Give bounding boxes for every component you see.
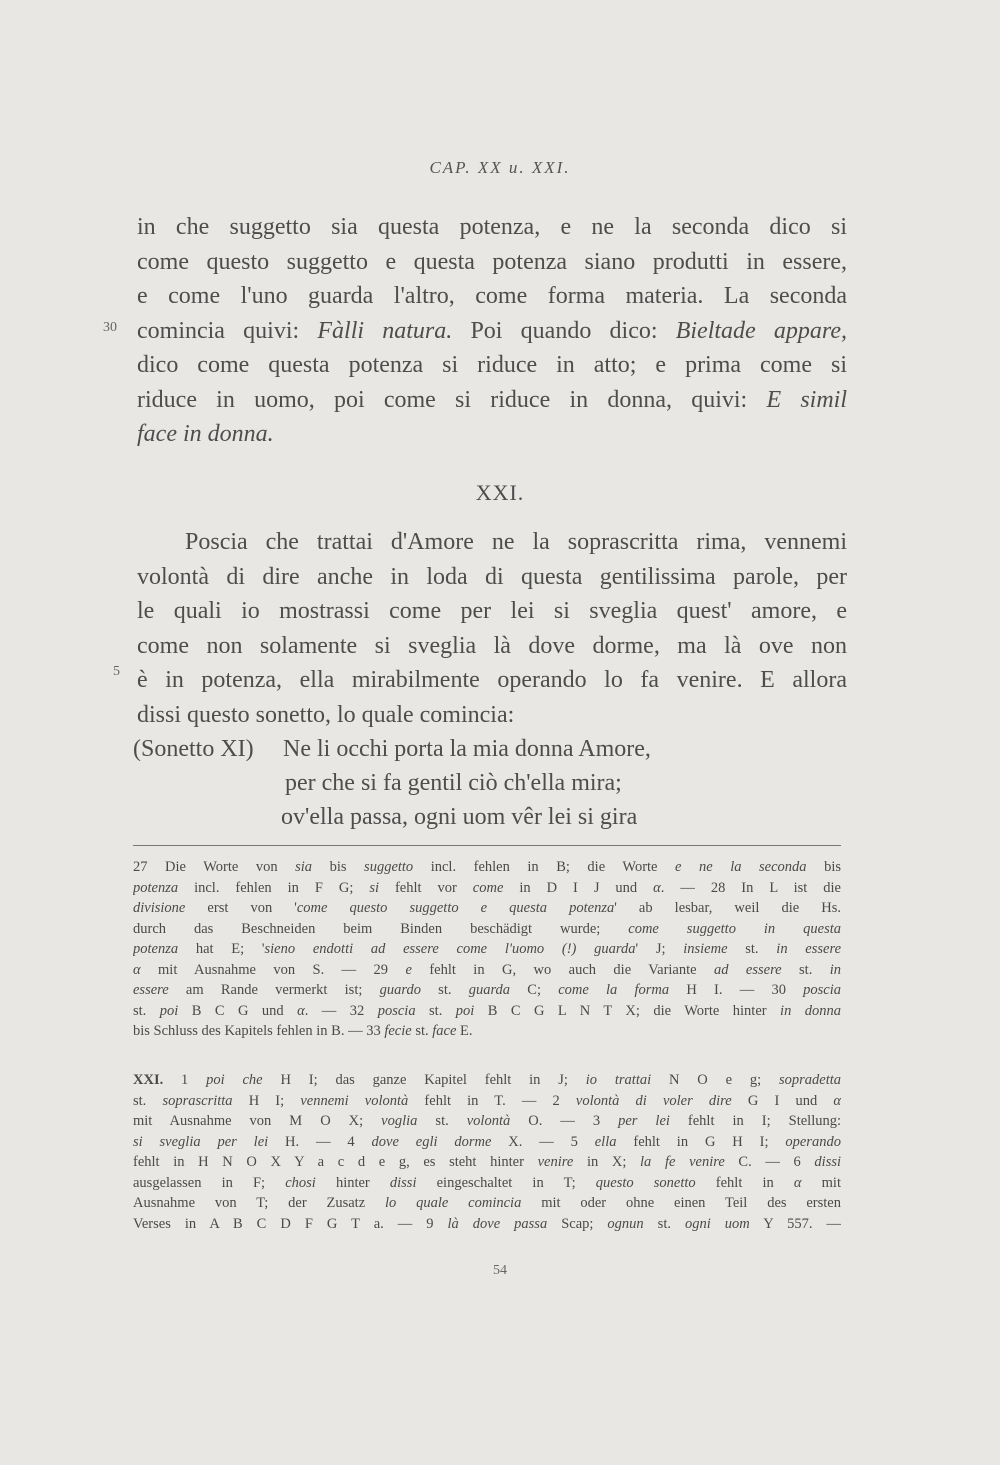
footnote-segment: chosi [285, 1174, 316, 1191]
footnote-segment: sieno endotti ad essere come l'uomo (!) guarda [264, 941, 636, 957]
footnote-segment: dove egli dorme [371, 1133, 492, 1150]
footnote-segment: H I; das ganze Kapitel fehlt in J; [262, 1072, 586, 1088]
sonnet-verse: Ne li occhi porta la mia donna Amore, [283, 736, 651, 762]
footnote-segment: come questo suggetto e questa potenza [296, 900, 615, 916]
footnote-line [133, 1070, 841, 1091]
footnote-segment: st. [727, 941, 777, 957]
footnote-segment: dissi [814, 1154, 841, 1170]
footnote-segment: H I. — 30 [669, 982, 804, 998]
page-number: 54 [493, 1263, 507, 1278]
footnote-line [133, 1214, 841, 1235]
footnote-segment: B C G L N T X; die Worte hinter [474, 1002, 781, 1019]
footnote-segment: poi [159, 1002, 179, 1019]
text-line: face in donna. [137, 421, 274, 447]
footnote-segment: . — 32 [304, 1002, 378, 1019]
footnote-line [133, 1021, 841, 1042]
footnote-segment: ognun [607, 1215, 644, 1232]
footnote-segment: Scap; [547, 1215, 608, 1232]
footnote-line [133, 919, 841, 940]
footnote-segment: si sveglia per lei [133, 1133, 269, 1150]
footnote-segment: N O e g; [651, 1072, 779, 1088]
footnote-line [133, 1132, 841, 1153]
footnote-segment: st. [415, 1002, 456, 1019]
footnote-segment: E. [456, 1023, 473, 1039]
footnote-segment: là dove passa [447, 1215, 548, 1232]
footnote-segment: α [793, 1174, 802, 1191]
footnote-line [133, 1193, 841, 1214]
footnote-segment: eingeschaltet in T; [416, 1174, 596, 1191]
footnote-segment: vennemi volontà [300, 1092, 409, 1109]
footnote-segment: soprascritta [162, 1092, 233, 1109]
footnote-segment: si [369, 879, 379, 896]
footnote-segment: st. [133, 1002, 160, 1019]
footnote-line [133, 1091, 841, 1112]
footnote-segment: insieme [683, 941, 728, 957]
footnote-segment: poscia [377, 1002, 416, 1019]
footnote-segment: st. [417, 1113, 467, 1129]
footnote-segment: come [472, 879, 504, 896]
footnote-segment: ad essere [714, 961, 782, 978]
footnotes-cap-xx [133, 857, 841, 1042]
text-line: riduce in uomo, poi come si riduce in donna, quivi: E simil [137, 386, 847, 413]
sonnet-label: (Sonetto XI) [133, 736, 254, 762]
footnote-segment: face [432, 1023, 457, 1039]
footnote-line [133, 939, 841, 960]
footnote-segment: XXI. [133, 1072, 164, 1088]
text-line: comincia quivi: Fàlli natura. Poi quando dico: Bieltade appare, [137, 317, 847, 344]
footnote-segment: hat E; ' [178, 941, 265, 957]
section-title: XXI. [475, 480, 525, 505]
footnote-segment: guardo [379, 982, 421, 998]
footnote-segment: ' J; [635, 941, 684, 957]
prose-block-cap-xx [137, 210, 847, 452]
footnote-segment: O. — 3 [510, 1113, 619, 1129]
footnote-segment: ogni uom [684, 1215, 750, 1232]
footnote-segment: divisione [133, 900, 186, 916]
footnote-segment: st. [643, 1215, 685, 1232]
footnote-segment: sopradetta [778, 1072, 841, 1088]
footnote-line [133, 1001, 841, 1022]
footnote-segment: per lei [618, 1113, 670, 1129]
footnote-line [133, 960, 841, 981]
footnote-segment: bis Schluss des Kapitels fehlen in B. — 33 [133, 1023, 385, 1039]
footnote-segment: voglia [381, 1113, 418, 1129]
footnote-segment: volontà di voler dire [575, 1092, 732, 1109]
footnote-segment: incl. fehlen in B; die Worte [413, 859, 676, 875]
footnote-segment: dissi [389, 1174, 417, 1191]
footnote-segment: questo sonetto [595, 1174, 696, 1191]
text-line: le quali io mostrassi come per lei si sveglia quest' amore, e [137, 598, 847, 624]
footnote-segment: in donna [780, 1002, 841, 1019]
footnote-segment: poscia [803, 982, 841, 998]
footnote-segment: ella [594, 1133, 617, 1150]
footnote-segment: 27 Die Worte von [133, 859, 296, 875]
footnote-segment: come suggetto in questa [628, 920, 841, 937]
footnote-segment: B C G und [178, 1002, 298, 1019]
footnote-segment: fehlt vor [379, 879, 473, 896]
footnote-segment: . — 28 In L ist die [660, 879, 841, 896]
footnote-segment: guarda [468, 982, 511, 998]
footnote-line [133, 857, 841, 878]
line-number: 5 [113, 664, 120, 679]
text-line: come questo suggetto e questa potenza siano produtti in essere, [137, 248, 847, 275]
footnote-segment: Y 557. — [749, 1215, 841, 1232]
footnote-segment: in D I J und [503, 879, 654, 896]
text-line: dissi questo sonetto, lo quale comincia: [137, 701, 515, 728]
footnote-segment: durch das Beschneiden beim Binden beschädigt wurde; [133, 920, 629, 937]
footnote-segment: α [133, 961, 141, 978]
footnote-segment: bis [806, 859, 841, 875]
text-line: volontà di dire anche in loda di questa gentilissima parole, per [137, 563, 847, 590]
footnote-segment: H. — 4 [268, 1133, 372, 1150]
footnote-segment: C. — 6 [724, 1154, 815, 1170]
footnote-segment: suggetto [364, 859, 414, 875]
footnote-segment: hinter [315, 1174, 390, 1191]
footnote-segment: fehlt in T. — 2 [408, 1092, 576, 1109]
text-line: è in potenza, ella mirabilmente operando lo fa venire. E allora [137, 667, 847, 693]
footnote-segment: e [405, 961, 412, 978]
sonnet-verse: ov'ella passa, ogni uom vêr lei si gira [281, 804, 638, 830]
footnote-segment: fehlt in I; Stellung: [669, 1113, 841, 1129]
footnote-segment: venire [537, 1154, 574, 1170]
footnote-segment: la fe venire [640, 1154, 725, 1170]
text-line: in che suggetto sia questa potenza, e ne la seconda dico si [137, 214, 847, 240]
footnote-segment: erst von ' [185, 900, 297, 916]
footnote-segment: bis [312, 859, 365, 875]
footnote-line [133, 1111, 841, 1132]
footnote-segment: fecie [384, 1023, 412, 1039]
footnote-line [133, 1152, 841, 1173]
footnote-segment: lo quale comincia [385, 1195, 522, 1211]
footnote-segment: poi [455, 1002, 475, 1019]
footnote-segment: Ausnahme von T; der Zusatz [133, 1195, 385, 1211]
footnote-segment: sia [295, 859, 313, 875]
running-header: CAP. XX u. XXI. [429, 158, 571, 177]
line-number: 30 [103, 320, 117, 335]
footnote-segment: G I und [731, 1092, 834, 1109]
footnote-segment: mit [801, 1174, 841, 1191]
footnote-segment: in X; [573, 1154, 641, 1170]
footnote-segment: potenza [133, 941, 179, 957]
footnote-segment: poi che [206, 1072, 263, 1088]
footnote-segment: C; [510, 982, 559, 998]
footnote-divider [133, 845, 841, 846]
footnote-segment: mit Ausnahme von S. — 29 [140, 961, 406, 978]
footnote-segment: X. — 5 [491, 1133, 595, 1150]
footnote-segment: e ne la seconda [675, 859, 807, 875]
footnote-segment: fehlt in [695, 1174, 794, 1191]
text-line: e come l'uno guarda l'altro, come forma materia. La seconda [137, 283, 847, 309]
footnote-segment: α [653, 879, 661, 896]
footnote-segment: in essere [776, 941, 841, 957]
footnote-segment: mit Ausnahme von M O X; [133, 1113, 382, 1129]
footnote-segment: st. [781, 961, 830, 978]
footnote-segment: H I; [232, 1092, 301, 1109]
footnote-line [133, 1173, 841, 1194]
footnote-segment: st. [420, 982, 469, 998]
text-line: come non solamente si sveglia là dove dorme, ma là ove non [137, 632, 847, 659]
footnotes-cap-xxi [133, 1070, 841, 1234]
footnote-segment: fehlt in H N O X Y a c d e g, es steht hinter [133, 1154, 538, 1170]
footnote-segment: 1 [163, 1072, 207, 1088]
footnote-line [133, 898, 841, 919]
prose-block-cap-xxi [137, 525, 847, 732]
sonnet-verse: per che si fa gentil ciò ch'ella mira; [285, 770, 622, 796]
footnote-segment: essere [133, 982, 169, 998]
footnote-segment: mit oder ohne einen Teil des ersten [521, 1195, 841, 1211]
footnote-segment: ausgelassen in F; [133, 1174, 286, 1191]
footnote-segment: st. [411, 1023, 433, 1039]
text-line: dico come questa potenza si riduce in atto; e prima come si [137, 352, 847, 378]
footnote-segment: in [829, 961, 841, 978]
footnote-segment: operando [785, 1133, 841, 1150]
footnote-segment: st. [133, 1092, 163, 1109]
footnote-segment: come la forma [558, 982, 670, 998]
footnote-segment: fehlt in G, wo auch die Variante [411, 961, 714, 978]
footnote-segment: incl. fehlen in F G; [178, 879, 370, 896]
footnote-segment: α [297, 1002, 305, 1019]
text-line: Poscia che trattai d'Amore ne la soprascritta rima, vennemi [185, 529, 847, 555]
footnote-segment: volontà [466, 1113, 511, 1129]
footnote-segment: io trattai [585, 1072, 652, 1088]
footnote-segment: fehlt in G H I; [616, 1133, 786, 1150]
footnote-line [133, 980, 841, 1001]
footnote-segment: α [833, 1092, 841, 1109]
footnote-segment: ' ab lesbar, weil die Hs. [614, 900, 841, 916]
footnote-segment: potenza [133, 879, 179, 896]
footnote-segment: am Rande vermerkt ist; [168, 982, 380, 998]
footnote-line [133, 878, 841, 899]
footnote-segment: Verses in A B C D F G T a. — 9 [133, 1215, 448, 1232]
